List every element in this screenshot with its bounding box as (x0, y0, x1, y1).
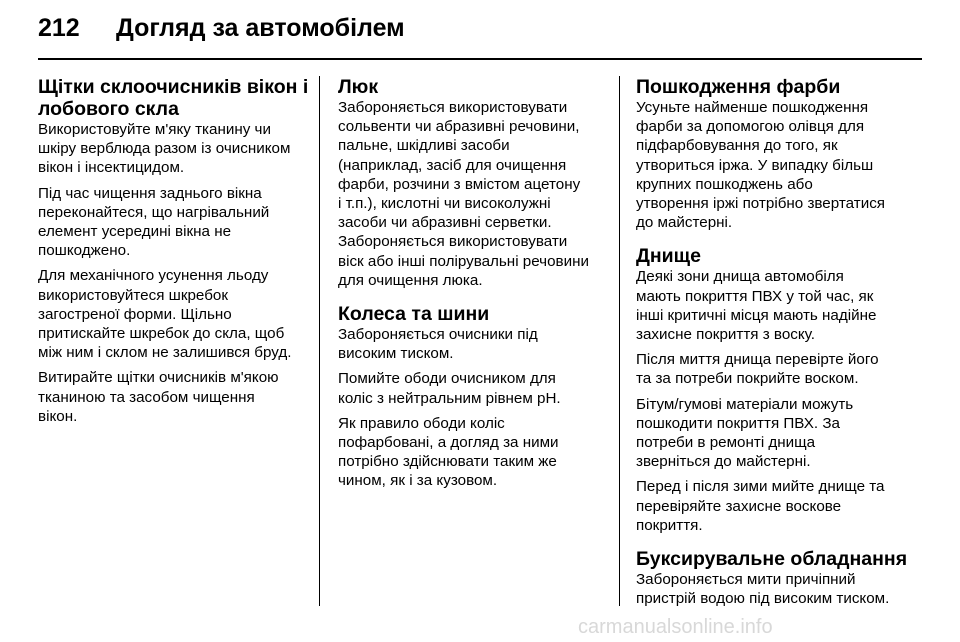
page-title: Догляд за автомобілем (116, 14, 405, 42)
paragraph: Під час чищення заднього вікна переконайтеся, що нагрівальний елемент усередині вікна не пошкоджено. (38, 184, 270, 260)
section-heading-underbody: Днище (636, 245, 701, 268)
section-heading-paint-damage: Пошкодження фарби (636, 76, 841, 98)
column-divider-1 (319, 76, 320, 606)
paragraph: Бітум/гумові матеріали можуть пошкодити покриття ПВХ. За потреби в ремонті днища зверніться до майстерні. (636, 395, 854, 471)
paragraph: Забороняється використовувати сольвенти чи абразивні речовини, пальне, шкідливі засоби (наприклад, засіб для очищення фарби, розчини з вмістом ацетону і т.п.), кислотні чи високолужні засоби чи абразивні серветки. Забороняється використовувати віск або інші полірувальні речовини для очищення люка. (338, 99, 589, 289)
paragraph: Усуньте найменше пошкодження фарби за допомогою олівця для підфарбовування до того, як утвориться іржа. У випадку більш крупних пошкоджень або утворення іржі потрібно звертатися до майстерні. (636, 99, 886, 232)
page-header (38, 14, 405, 43)
paragraph: Помийте ободи очисником для коліс з нейтральним рівнем pH. (338, 370, 561, 407)
section-heading-towing: Буксирувальне обладнання (636, 548, 908, 571)
page-number: 212 (38, 14, 80, 42)
paragraph: Перед і після зими мийте днище та перевіряйте захисне воскове покриття. (636, 478, 885, 534)
section-heading-wipers: Щітки склоочисників вікон і лобового скла (38, 76, 309, 120)
paragraph: Витирайте щітки очисників м'якою тканиною та засобом чищення вікон. (38, 369, 279, 425)
section-heading-sunroof: Люк (338, 76, 379, 98)
header-rule (38, 58, 922, 60)
section-heading-wheels: Колеса та шини (338, 303, 490, 326)
paragraph: Деякі зони днища автомобіля мають покриття ПВХ у той час, як інші критичні місця мають надійне захисне покриття з воску. (636, 268, 877, 344)
column-3 (636, 76, 908, 614)
paragraph: Як правило ободи коліс пофарбовані, а догляд за ними потрібно здійснювати таким же чином, як і за кузовом. (338, 414, 559, 490)
paragraph: Для механічного усунення льоду використовуйтеся шкребок загостреної форми. Щільно притискайте шкребок до скла, щоб між ним і склом не залишився бруд. (38, 267, 292, 362)
column-1 (38, 76, 314, 432)
paragraph: Забороняється мити причіпний пристрій водою під високим тиском. (636, 571, 890, 608)
column-divider-2 (619, 76, 620, 606)
column-2 (338, 76, 606, 497)
paragraph: Після миття днища перевірте його та за потреби покрийте воском. (636, 351, 879, 388)
paragraph: Використовуйте м'яку тканину чи шкіру верблюда разом із очисником вікон і інсектицидом. (38, 121, 291, 177)
paragraph: Забороняється очисники під високим тиском. (338, 326, 538, 363)
watermark: carmanualsonline.info (578, 616, 773, 638)
